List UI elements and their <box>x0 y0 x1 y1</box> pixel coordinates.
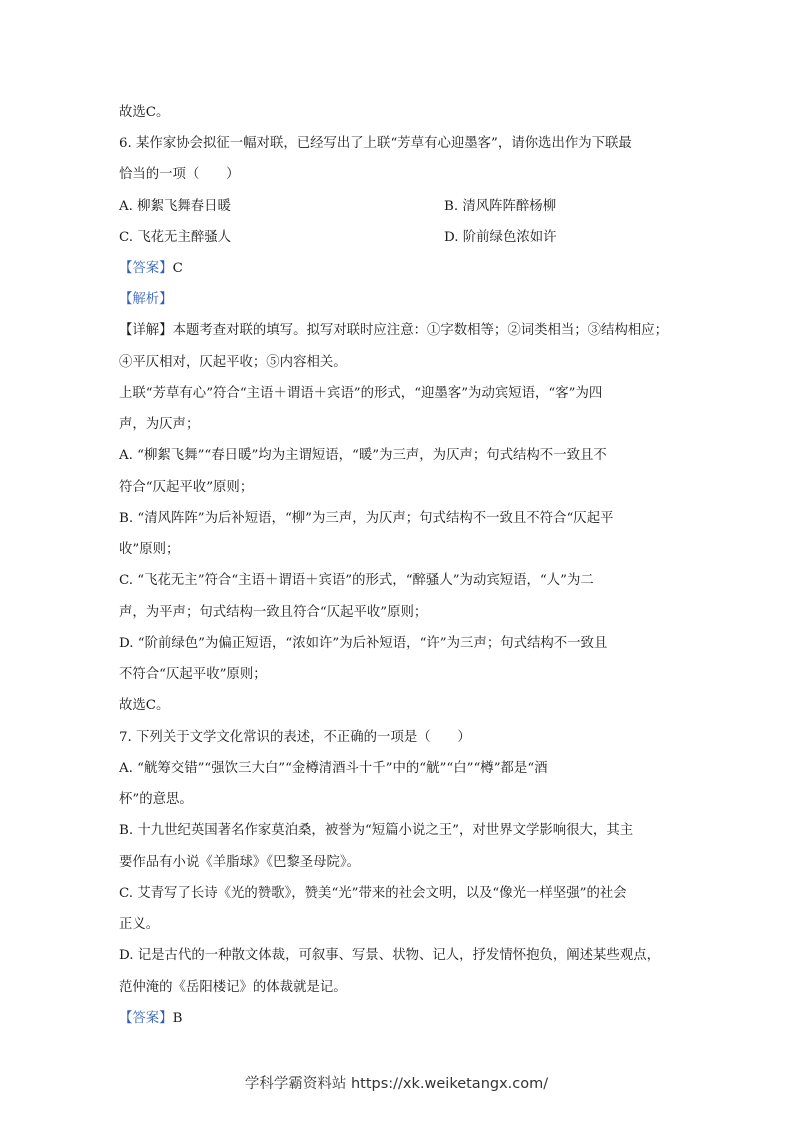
analysis-tag: 【解析】 <box>119 292 173 307</box>
footer-watermark: 学科学霸资料站 https://xk.weiketangx.com/ <box>244 1076 549 1092</box>
text-line: 正义。 <box>119 917 160 932</box>
detail-tag: 【详解】 <box>119 323 173 338</box>
text-line: ④平仄相对，仄起平收；⑤内容相关。 <box>119 355 347 370</box>
question-7: 7. 下列关于文学文化常识的表述，不正确的一项是（ ） <box>119 730 471 745</box>
text-line: 声，为平声；句式结构一致且符合“仄起平收”原则； <box>119 605 428 620</box>
text-line: 范仲淹的《岳阳楼记》的体裁就是记。 <box>119 980 347 995</box>
option-d: D. 阶前绿色浓如许 <box>444 230 557 245</box>
answer-tag: 【答案】 <box>119 1011 173 1026</box>
option-b: B. 十九世纪英国著名作家莫泊桑，被誉为“短篇小说之王”，对世界文学影响很大，其主 <box>119 823 634 838</box>
detail-text: 本题考查对联的填写。拟写对联时应注意：①字数相等；②词类相当；③结构相应； <box>172 323 669 338</box>
text-line: B. “清风阵阵”为后补短语，“柳”为三声，为仄声；句式结构不一致且不符合“仄起平 <box>119 511 614 526</box>
text-line: 杯”的意思。 <box>119 792 193 807</box>
text-line: 收”原则； <box>119 542 180 557</box>
answer-7 <box>119 1010 182 1028</box>
answer-value: C <box>172 261 183 276</box>
option-b: B. 清风阵阵醉杨柳 <box>444 199 557 214</box>
option-c: C. 艾青写了长诗《光的赞歌》，赞美“光”带来的社会文明，以及“像光一样坚强”的社会 <box>119 886 627 901</box>
text-line: 恰当的一项（ ） <box>119 167 240 182</box>
answer-6 <box>119 260 183 278</box>
text-line: 符合“仄起平收”原则； <box>119 480 254 495</box>
question-6: 6. 某作家协会拟征一幅对联，已经写出了上联“芳草有心迎墨客”，请你选出作为下联最 <box>119 136 632 151</box>
answer-value: B <box>172 1011 183 1026</box>
text-line: 不符合“仄起平收”原则； <box>119 667 267 682</box>
detail-line <box>119 322 668 340</box>
text-line: A. “柳絮飞舞”“春日暖”均为主谓短语，“暖”为三声，为仄声；句式结构不一致且不 <box>119 448 607 463</box>
option-a: A. “觥筹交错”“强饮三大白”“金樽清酒斗十千”中的“觥”“白”“樽”都是“酒 <box>119 761 548 776</box>
answer-tag: 【答案】 <box>119 261 173 276</box>
text-line: 故选C。 <box>119 105 170 120</box>
option-c: C. 飞花无主醉骚人 <box>119 230 232 245</box>
text-line: 声，为仄声； <box>119 417 200 432</box>
text-line: C. “飞花无主”符合“主语＋谓语＋宾语”的形式，“醉骚人”为动宾短语，“人”为二 <box>119 573 594 588</box>
text-line: 上联“芳草有心”符合“主语＋谓语＋宾语”的形式，“迎墨客”为动宾短语，“客”为四 <box>119 386 603 401</box>
option-a: A. 柳絮飞舞春日暖 <box>119 199 231 214</box>
text-line: 要作品有小说《羊脂球》《巴黎圣母院》。 <box>119 855 361 870</box>
text-line: 故选C。 <box>119 698 170 713</box>
option-d: D. 记是古代的一种散文体裁，可叙事、写景、状物、记人，抒发情怀抱负，阐述某些观点， <box>119 948 661 963</box>
text-line: D. “阶前绿色”为偏正短语，“浓如许”为后补短语，“许”为三声；句式结构不一致且 <box>119 636 608 651</box>
